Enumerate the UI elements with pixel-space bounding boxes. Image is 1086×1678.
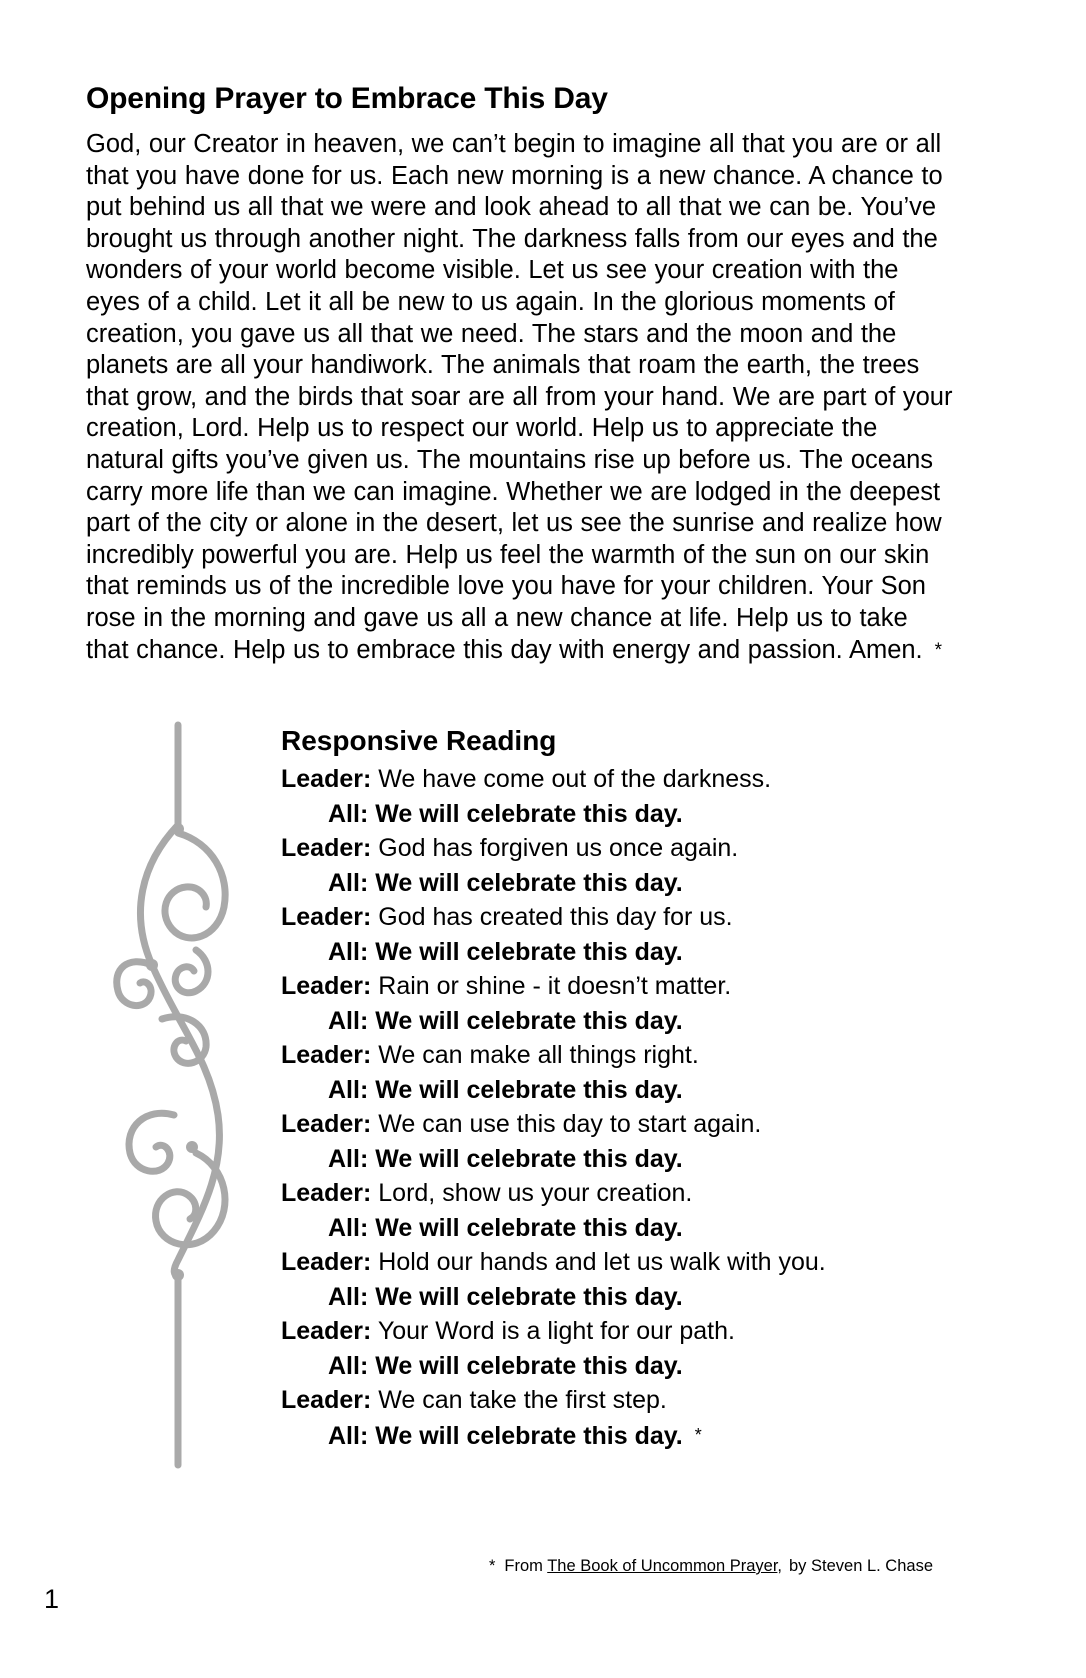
leader-label: Leader: [281, 765, 372, 793]
wrought-iron-scroll-ornament [100, 715, 270, 1475]
all-label: All: [328, 1075, 369, 1104]
leader-label: Leader: [281, 834, 372, 862]
page-title: Opening Prayer to Embrace This Day [86, 82, 608, 115]
reading-footnote-marker: * [694, 1424, 702, 1445]
all-text: We will celebrate this day. [375, 799, 683, 828]
reading-line-all [281, 1073, 971, 1108]
reading-line-all [281, 1142, 971, 1177]
reading-line-all [281, 935, 971, 970]
responsive-reading-title: Responsive Reading [281, 725, 557, 756]
reading-line-all [281, 1004, 971, 1039]
leader-text: We have come out of the darkness. [378, 765, 772, 793]
all-text: We will celebrate this day. [375, 1213, 683, 1242]
reading-line-leader [281, 1383, 971, 1418]
all-label: All: [328, 1144, 369, 1173]
leader-text: Hold our hands and let us walk with you. [378, 1248, 826, 1276]
reading-line-leader [281, 1245, 971, 1280]
leader-label: Leader: [281, 1110, 372, 1138]
responsive-reading-section [281, 723, 971, 1453]
leader-label: Leader: [281, 972, 372, 1000]
all-label: All: [328, 1213, 369, 1242]
reading-line-leader [281, 1314, 971, 1349]
all-label: All: [328, 868, 369, 897]
opening-prayer-body [86, 129, 956, 666]
reading-line-leader [281, 969, 971, 1004]
leader-label: Leader: [281, 1041, 372, 1069]
all-label: All: [328, 1006, 369, 1035]
prayer-footnote-marker: * [934, 639, 943, 661]
all-text: We will celebrate this day. [375, 868, 683, 897]
all-text: We will celebrate this day. [375, 937, 683, 966]
reading-line-all [281, 1280, 971, 1315]
reading-line-leader [281, 1107, 971, 1142]
all-label: All: [328, 799, 369, 828]
opening-prayer-section [86, 82, 956, 666]
responsive-reading-lines [281, 762, 971, 1453]
leader-text: Your Word is a light for our path. [377, 1317, 735, 1345]
reading-line-all [281, 797, 971, 832]
footnote-comma: , [777, 1557, 782, 1575]
all-label: All: [328, 1282, 369, 1311]
reading-line-all [281, 1349, 971, 1384]
leader-text: God has created this day for us. [378, 903, 733, 931]
leader-label: Leader: [281, 1317, 372, 1345]
all-text: We will celebrate this day. [375, 1006, 683, 1035]
leader-text: We can use this day to start again. [378, 1110, 762, 1138]
leader-text: Lord, show us your creation. [378, 1179, 693, 1207]
leader-text: Rain or shine - it doesn’t matter. [378, 972, 732, 1000]
reading-line-all-last [281, 1418, 971, 1454]
all-label: All: [328, 937, 369, 966]
leader-label: Leader: [281, 903, 372, 931]
all-label: All: [328, 1421, 369, 1450]
footnote-author: by Steven L. Chase [789, 1557, 934, 1575]
all-text: We will celebrate this day. [375, 1282, 683, 1311]
footnote-marker: * [489, 1557, 496, 1575]
leader-label: Leader: [281, 1248, 372, 1276]
leader-text: We can make all things right. [378, 1041, 699, 1069]
all-text: We will celebrate this day. [375, 1075, 683, 1104]
leader-text: God has forgiven us once again. [378, 834, 739, 862]
leader-label: Leader: [281, 1386, 372, 1414]
opening-prayer-text: God, our Creator in heaven, we can’t begin to imagine all that you are or all that you have done for us. Each new morning is a new chance. A chance to put behind us all that we were and look ahead to all that we can be. You’ve brought us through another night. The darkness falls from our eyes and the wonders of your world become visible. Let us see your creation with the eyes of a child. Let it all be new to us again. In the glorious moments of creation, you gave us all that we need. The stars and the moon and the planets are all your handiwork. The animals that roam the earth, the trees that grow, and the birds that soar are all from your hand. We are part of your creation, Lord. Help us to respect our world. Help us to appreciate the natural gifts you’ve given us. The mountains rise up before us. The oceans carry more life than we can imagine. Whether we are lodged in the deepest part of the city or alone in the desert, let us see the sunrise and realize how incredibly powerful you are. Help us feel the warmth of the sun on our skin that reminds us of the incredible love you have for your children. Your Son rose in the morning and gave us all a new chance at life. Help us to take that chance. Help us to embrace this day with energy and passion. Amen. [86, 130, 953, 664]
all-text: We will celebrate this day. [375, 1421, 683, 1450]
reading-line-leader [281, 831, 971, 866]
page-number: 1 [44, 1584, 60, 1614]
footnote-from-label: From [504, 1557, 543, 1575]
all-text: We will celebrate this day. [375, 1351, 683, 1380]
leader-label: Leader: [281, 1179, 372, 1207]
reading-line-all [281, 866, 971, 901]
all-label: All: [328, 1351, 369, 1380]
leader-text: We can take the first step. [378, 1386, 667, 1414]
scroll-ornament-graphic [100, 715, 270, 1475]
all-text: We will celebrate this day. [375, 1144, 683, 1173]
footnote-book-title: The Book of Uncommon Prayer [547, 1557, 778, 1575]
reading-line-leader [281, 1176, 971, 1211]
reading-line-leader [281, 900, 971, 935]
reading-line-all [281, 1211, 971, 1246]
reading-line-leader [281, 1038, 971, 1073]
footnote-citation [489, 1556, 933, 1576]
reading-line-leader [281, 762, 971, 797]
